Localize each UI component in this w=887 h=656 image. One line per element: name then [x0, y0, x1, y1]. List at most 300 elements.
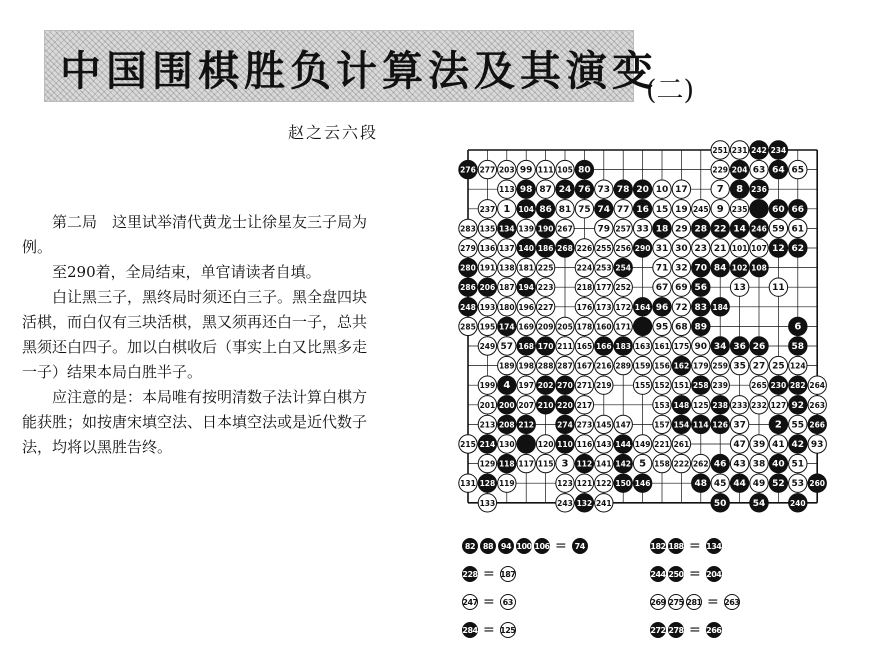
stone	[672, 396, 690, 414]
stone-number: 263	[809, 400, 826, 410]
stone-number: 183	[615, 342, 632, 351]
stone-number: 79	[597, 224, 611, 235]
stone	[595, 474, 613, 492]
stone-number: 279	[460, 244, 476, 253]
stone	[478, 337, 496, 355]
stone-number: 50	[713, 498, 727, 509]
stone-number: 105	[557, 165, 573, 175]
stone-number: 73	[597, 185, 611, 196]
stone	[769, 474, 787, 492]
stone-number: 66	[791, 204, 805, 215]
stone-number: 236	[751, 185, 767, 195]
stone	[517, 298, 535, 316]
stone	[498, 219, 516, 237]
stone	[672, 356, 690, 374]
stone	[517, 415, 535, 433]
equals-sign: =	[483, 566, 495, 582]
stone	[672, 415, 690, 433]
stone-number: 261	[673, 440, 690, 449]
stone-number: 218	[576, 283, 593, 293]
stone	[750, 239, 768, 257]
stone-number: 75	[578, 204, 591, 215]
stone	[769, 239, 787, 257]
stone	[478, 396, 496, 414]
stone-number: 252	[615, 283, 632, 293]
stone-number: 45	[713, 479, 727, 490]
stone	[575, 435, 593, 453]
stone	[595, 454, 613, 472]
stone-number: 201	[479, 400, 496, 410]
stone	[575, 317, 593, 335]
stone	[575, 415, 593, 433]
stone	[789, 317, 807, 335]
stone-number: 71	[655, 263, 669, 274]
stone-number: 151	[673, 381, 690, 391]
stone-number: 90	[694, 342, 708, 352]
stone-number: 111	[537, 165, 554, 175]
stone-number: 168	[518, 342, 535, 351]
stone-number: 175	[673, 342, 690, 351]
stone	[498, 317, 516, 335]
stone	[575, 396, 593, 414]
stone	[672, 337, 690, 355]
stone-number: 110	[557, 440, 573, 449]
stone	[730, 396, 748, 414]
article-title: 中国围棋胜负计算法及其演变	[60, 47, 658, 95]
stone-number: 180	[498, 302, 515, 312]
stone	[633, 200, 651, 218]
stone-number: 205	[557, 322, 573, 332]
equals-sign: =	[689, 566, 701, 582]
note-row	[462, 594, 516, 610]
stone-number: 184	[712, 302, 729, 312]
stone	[536, 356, 554, 374]
stone-number: 60	[772, 204, 785, 215]
stone	[750, 258, 768, 276]
stone	[459, 258, 477, 276]
black-stone: 266	[706, 622, 722, 638]
stone-number: 78	[616, 185, 630, 196]
stone	[750, 396, 768, 414]
stone-number: 221	[654, 440, 670, 449]
stone-number: 65	[791, 165, 805, 176]
stone	[789, 337, 807, 355]
stone-number: 142	[615, 459, 632, 469]
stone	[672, 278, 690, 296]
stone	[536, 317, 554, 335]
stone-number: 196	[518, 302, 535, 312]
stone-number: 8	[736, 184, 744, 196]
stone-number: 7	[716, 184, 724, 196]
stone	[692, 200, 710, 218]
stone-number: 258	[692, 381, 709, 391]
stone	[789, 454, 807, 472]
stone	[556, 200, 574, 218]
stone-number: 285	[460, 322, 476, 332]
equals-sign: =	[483, 622, 495, 638]
stone-number: 145	[595, 420, 612, 430]
stone	[711, 356, 729, 374]
stone-number: 187	[498, 283, 515, 293]
stone	[459, 317, 477, 335]
stone-number: 193	[479, 302, 496, 312]
note-row	[462, 566, 516, 582]
stone-number: 26	[752, 342, 766, 352]
stone-number: 214	[479, 440, 496, 449]
stone	[769, 141, 787, 159]
stone	[789, 376, 807, 394]
stone-number: 24	[558, 185, 572, 196]
stone	[517, 258, 535, 276]
stone	[789, 494, 807, 512]
stone-number: 174	[498, 322, 515, 332]
stone-number: 31	[655, 244, 669, 254]
stone-number: 164	[634, 302, 651, 312]
stone-number: 222	[673, 459, 690, 469]
stone-number: 72	[675, 302, 688, 313]
stone-number: 131	[460, 479, 476, 489]
stone-number: 4	[503, 380, 511, 392]
stone-number: 235	[731, 204, 748, 214]
stone	[575, 376, 593, 394]
stone-number: 212	[518, 420, 535, 430]
stone	[692, 474, 710, 492]
stone	[556, 356, 574, 374]
black-stone: 106	[534, 538, 550, 554]
stone-number: 158	[654, 459, 670, 469]
stone	[556, 337, 574, 355]
stone	[633, 376, 651, 394]
stone	[459, 278, 477, 296]
stone	[750, 454, 768, 472]
stone	[750, 337, 768, 355]
stone-number: 268	[557, 244, 573, 253]
stone	[498, 474, 516, 492]
stone	[575, 337, 593, 355]
stone	[575, 200, 593, 218]
stone-number: 56	[694, 283, 708, 294]
go-board-diagram	[458, 138, 828, 520]
stone-number: 49	[752, 479, 766, 490]
black-stone: 228	[462, 566, 478, 582]
black-stone: 74	[572, 538, 588, 554]
stone-number: 12	[772, 244, 785, 254]
stone	[517, 435, 535, 453]
stone	[750, 200, 768, 218]
stone-number: 245	[692, 204, 709, 214]
stone	[730, 415, 748, 433]
stone-number: 150	[615, 479, 632, 489]
stone	[498, 258, 516, 276]
note-row	[650, 622, 722, 638]
stone	[498, 376, 516, 394]
black-stone	[633, 317, 651, 335]
stone-number: 271	[576, 381, 593, 391]
stone	[789, 160, 807, 178]
stone-number: 167	[576, 361, 593, 371]
note-row	[650, 566, 722, 582]
stone	[575, 454, 593, 472]
stone	[536, 435, 554, 453]
note-row	[462, 538, 588, 554]
stone-number: 223	[537, 283, 554, 293]
stone	[595, 180, 613, 198]
stone	[614, 239, 632, 257]
stone-number: 254	[615, 263, 632, 273]
stone-number: 108	[751, 263, 767, 273]
stone	[498, 356, 516, 374]
stone	[536, 298, 554, 316]
stone	[478, 278, 496, 296]
stone-number: 61	[791, 224, 805, 235]
stone	[692, 356, 710, 374]
stone	[711, 396, 729, 414]
stone	[672, 376, 690, 394]
stone-number: 204	[731, 165, 748, 175]
stone	[672, 180, 690, 198]
stone-number: 76	[578, 185, 591, 196]
stone	[517, 337, 535, 355]
stone	[633, 298, 651, 316]
stone	[478, 239, 496, 257]
stone	[692, 298, 710, 316]
stone-number: 267	[557, 224, 573, 234]
stone	[614, 415, 632, 433]
stone-number: 227	[537, 302, 554, 312]
stone	[478, 258, 496, 276]
stone-number: 141	[595, 459, 612, 469]
stone-number: 199	[479, 381, 496, 391]
stone	[498, 396, 516, 414]
stone	[556, 415, 574, 433]
stone	[556, 219, 574, 237]
stone	[672, 219, 690, 237]
stone	[556, 376, 574, 394]
stone-number: 224	[576, 263, 593, 273]
stone	[672, 298, 690, 316]
stone-number: 48	[694, 479, 708, 490]
stone	[789, 239, 807, 257]
black-stone: 278	[668, 622, 684, 638]
stone	[789, 415, 807, 433]
stone-number: 241	[595, 498, 612, 508]
stone-number: 178	[576, 322, 593, 332]
stone	[595, 317, 613, 335]
stone	[517, 219, 535, 237]
stone	[556, 317, 574, 335]
stone	[575, 160, 593, 178]
stone-number: 211	[557, 342, 573, 351]
stone-number: 89	[694, 322, 708, 333]
stone	[595, 278, 613, 296]
stone	[789, 435, 807, 453]
stone	[614, 454, 632, 472]
stone	[672, 435, 690, 453]
stone-number: 112	[576, 459, 593, 469]
stone-number: 62	[791, 244, 805, 254]
black-stone: 100	[516, 538, 532, 554]
stone	[711, 141, 729, 159]
note-row	[650, 538, 722, 554]
stone-number: 157	[654, 420, 670, 430]
stone	[672, 258, 690, 276]
stone	[536, 219, 554, 237]
stone	[711, 298, 729, 316]
stone	[730, 239, 748, 257]
white-stone: 269	[650, 594, 666, 610]
stone	[692, 396, 710, 414]
stone-number: 10	[655, 185, 669, 196]
stone	[653, 278, 671, 296]
stone-number: 36	[733, 342, 746, 352]
stone	[769, 160, 787, 178]
stone-number: 248	[460, 302, 476, 312]
stone	[478, 454, 496, 472]
stone-number: 102	[731, 263, 748, 273]
stone-number: 238	[712, 400, 729, 410]
stone	[575, 494, 593, 512]
stone-number: 84	[713, 263, 727, 274]
stone	[575, 239, 593, 257]
stone	[789, 356, 807, 374]
stone-number: 124	[789, 361, 806, 371]
stone-number: 130	[498, 440, 515, 449]
stone	[653, 337, 671, 355]
stone	[730, 474, 748, 492]
stone	[614, 435, 632, 453]
note-row	[650, 594, 740, 610]
stone-number: 277	[479, 165, 496, 175]
stone	[711, 258, 729, 276]
stone-number: 161	[654, 342, 670, 351]
stone	[672, 200, 690, 218]
stone	[498, 200, 516, 218]
stone	[498, 239, 516, 257]
stone-number: 69	[675, 283, 688, 294]
stone	[459, 298, 477, 316]
stone-number: 132	[576, 498, 593, 508]
stone	[614, 356, 632, 374]
stone-number: 216	[595, 361, 612, 371]
stone	[789, 396, 807, 414]
stone-number: 290	[634, 244, 651, 253]
stone-number: 177	[595, 283, 612, 293]
stone	[517, 396, 535, 414]
stone-number: 262	[692, 459, 709, 469]
stone	[595, 200, 613, 218]
stone	[653, 454, 671, 472]
black-stone: 82	[462, 538, 478, 554]
stone	[595, 435, 613, 453]
go-board	[458, 138, 828, 520]
stone-number: 29	[675, 224, 688, 235]
stone-number: 21	[713, 244, 727, 254]
stone	[769, 278, 787, 296]
stone-number: 77	[616, 204, 630, 215]
stone-number: 95	[655, 322, 669, 333]
stone-number: 260	[809, 479, 826, 489]
stone	[789, 219, 807, 237]
stone-number: 98	[519, 185, 533, 196]
stone	[498, 278, 516, 296]
stone	[730, 219, 748, 237]
stone-number: 41	[772, 440, 785, 450]
stone-number: 288	[537, 361, 554, 371]
stone-number: 40	[772, 459, 785, 470]
stone-number: 186	[537, 244, 554, 253]
stone	[478, 298, 496, 316]
stone	[498, 160, 516, 178]
black-stone: 250	[668, 566, 684, 582]
stone-number: 230	[770, 381, 787, 391]
stone	[692, 337, 710, 355]
stone	[653, 415, 671, 433]
stone-number: 253	[595, 263, 612, 273]
stone	[808, 376, 826, 394]
stone	[614, 298, 632, 316]
stone-number: 83	[694, 302, 708, 313]
stone-number: 11	[772, 283, 785, 294]
stone	[517, 454, 535, 472]
stone	[614, 278, 632, 296]
stone	[711, 474, 729, 492]
white-stone: 63	[500, 594, 516, 610]
stone	[633, 337, 651, 355]
stone-number: 273	[576, 420, 593, 430]
stone-number: 104	[518, 204, 535, 214]
stone	[536, 396, 554, 414]
stone-number: 156	[654, 361, 670, 371]
stone	[459, 239, 477, 257]
stone-number: 113	[498, 185, 515, 195]
stone	[556, 239, 574, 257]
stone	[730, 180, 748, 198]
stone-number: 208	[498, 420, 515, 430]
stone-number: 133	[479, 498, 496, 508]
stone-number: 70	[694, 263, 708, 274]
stone-number: 148	[673, 400, 690, 410]
stone	[478, 160, 496, 178]
white-stone: 281	[686, 594, 702, 610]
stone	[478, 219, 496, 237]
stone	[692, 258, 710, 276]
stone	[595, 298, 613, 316]
stone	[769, 435, 787, 453]
stone-number: 202	[537, 381, 554, 391]
stone	[614, 200, 632, 218]
stone-number: 287	[557, 361, 573, 371]
stone-number: 232	[751, 400, 767, 410]
stone	[653, 435, 671, 453]
stone-number: 233	[731, 400, 748, 410]
stone	[498, 415, 516, 433]
stone-number: 139	[518, 224, 535, 234]
stone	[730, 258, 748, 276]
stone	[478, 474, 496, 492]
stone	[730, 160, 748, 178]
stone	[575, 258, 593, 276]
stone-number: 140	[518, 244, 535, 253]
stone-number: 225	[537, 263, 554, 273]
stone	[653, 356, 671, 374]
stone-number: 59	[772, 224, 785, 235]
stone	[478, 376, 496, 394]
stone-number: 19	[675, 204, 688, 215]
stone	[556, 474, 574, 492]
stone	[750, 160, 768, 178]
move-notes	[462, 538, 792, 650]
stone	[633, 435, 651, 453]
